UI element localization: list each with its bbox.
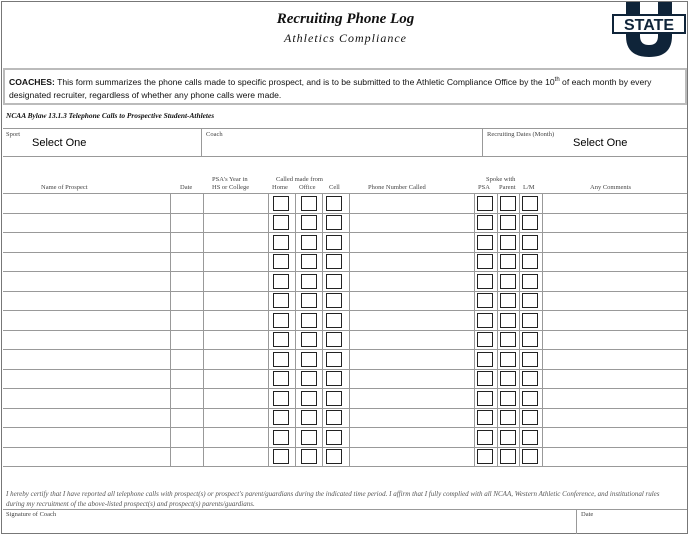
prospect-name-field[interactable] [4,311,169,329]
cell-checkbox[interactable] [326,391,342,406]
parent-checkbox[interactable] [500,332,516,347]
lm-checkbox[interactable] [522,313,538,328]
psa-checkbox[interactable] [477,449,493,464]
psa-year-field[interactable] [204,409,267,427]
lm-checkbox[interactable] [522,235,538,250]
usu-logo [612,2,686,58]
office-checkbox[interactable] [301,215,317,230]
phone-number-field[interactable] [350,311,473,329]
coach-label: Coach [206,131,223,138]
phone-number-field[interactable] [350,428,473,446]
col-phone-number: Phone Number Called [368,184,426,191]
notice-bold-prefix: COACHES: [9,76,55,87]
col-office: Office [299,184,316,191]
phone-number-field[interactable] [350,233,473,251]
notice-text [9,74,681,102]
comments-field[interactable] [543,311,686,329]
office-checkbox[interactable] [301,313,317,328]
date-field[interactable] [171,331,202,349]
cell-checkbox[interactable] [326,196,342,211]
office-checkbox[interactable] [301,410,317,425]
signature-rule [3,509,687,510]
coach-field[interactable] [240,131,475,153]
phone-number-field[interactable] [350,194,473,212]
psa-checkbox[interactable] [477,274,493,289]
parent-checkbox[interactable] [500,449,516,464]
date-field[interactable] [171,389,202,407]
prospect-name-field[interactable] [4,292,169,310]
cell-checkbox[interactable] [326,430,342,445]
home-checkbox[interactable] [273,391,289,406]
lm-checkbox[interactable] [522,449,538,464]
phone-number-field[interactable] [350,370,473,388]
psa-year-field[interactable] [204,292,267,310]
lm-checkbox[interactable] [522,352,538,367]
cell-checkbox[interactable] [326,371,342,386]
date-field[interactable] [171,409,202,427]
prospect-name-field[interactable] [4,331,169,349]
col-called-from: Called made from [276,176,323,183]
comments-field[interactable] [543,253,686,271]
comments-field[interactable] [543,331,686,349]
fields-top-rule [3,128,687,129]
col-spoke-with: Spoke with [486,176,516,183]
home-checkbox[interactable] [273,274,289,289]
psa-checkbox[interactable] [477,430,493,445]
psa-year-field[interactable] [204,311,267,329]
lm-checkbox[interactable] [522,410,538,425]
comments-field[interactable] [543,194,686,212]
lm-checkbox[interactable] [522,196,538,211]
table-column-rule [474,193,475,466]
dates-label: Recruiting Dates (Month) [487,131,555,138]
home-checkbox[interactable] [273,332,289,347]
notice-body: This form summarizes the phone calls made to specific prospect, and is to be submitted to the Athletic Compliance Office by the 10 [54,76,555,87]
fields-bottom-rule [3,156,687,157]
phone-number-field[interactable] [350,331,473,349]
prospect-name-field[interactable] [4,272,169,290]
home-checkbox[interactable] [273,352,289,367]
lm-checkbox[interactable] [522,391,538,406]
home-checkbox[interactable] [273,430,289,445]
parent-checkbox[interactable] [500,293,516,308]
psa-checkbox[interactable] [477,196,493,211]
cell-checkbox[interactable] [326,215,342,230]
psa-year-field[interactable] [204,428,267,446]
notice-sup: th [554,77,560,83]
cell-checkbox[interactable] [326,332,342,347]
cell-checkbox[interactable] [326,410,342,425]
col-any-comments: Any Comments [590,184,631,191]
comments-field[interactable] [543,428,686,446]
col-psa: PSA [478,184,490,191]
certification-text: I hereby certify that I have reported all telephone calls with prospect(s) or prospect's parent/guardians during the indicated time period. I affirm that I fully complied with all NCAA, Western Athletic Conference, and institutional rules during my recruitment of the above-listed prospect(s) and prospect(s) parents/guardians. [6,490,660,508]
psa-checkbox[interactable] [477,352,493,367]
office-checkbox[interactable] [301,332,317,347]
psa-checkbox[interactable] [477,254,493,269]
bylaw-heading: NCAA Bylaw 13.1.3 Telephone Calls to Prospective Student-Athletes [6,111,215,120]
psa-year-field[interactable] [204,350,267,368]
parent-checkbox[interactable] [500,215,516,230]
home-checkbox[interactable] [273,313,289,328]
home-checkbox[interactable] [273,235,289,250]
psa-checkbox[interactable] [477,391,493,406]
table-row-rule [3,466,687,467]
table-column-rule [295,193,296,466]
page-title: Recruiting Phone Log [276,11,415,27]
psa-year-field[interactable] [204,214,267,232]
col-lm: L/M [523,184,535,191]
date-field[interactable] [171,428,202,446]
date-field[interactable] [171,370,202,388]
psa-checkbox[interactable] [477,332,493,347]
lm-checkbox[interactable] [522,332,538,347]
comments-field[interactable] [543,272,686,290]
phone-number-field[interactable] [350,214,473,232]
parent-checkbox[interactable] [500,410,516,425]
fields-divider-2 [482,128,483,156]
office-checkbox[interactable] [301,352,317,367]
lm-checkbox[interactable] [522,215,538,230]
office-checkbox[interactable] [301,430,317,445]
cell-checkbox[interactable] [326,274,342,289]
prospect-name-field[interactable] [4,409,169,427]
prospect-name-field[interactable] [4,214,169,232]
prospect-name-field[interactable] [4,389,169,407]
notice-body-end: of each month by every designated recruiter, regardless of whether any phone calls were made. [9,76,652,100]
comments-field[interactable] [543,233,686,251]
col-cell: Cell [329,184,340,191]
psa-year-field[interactable] [204,253,267,271]
col-psa-year-line2: HS or College [212,184,250,191]
logo-text: STATE [623,17,675,34]
prospect-name-field[interactable] [4,233,169,251]
col-psa-year-line1: PSA's Year in [212,176,248,183]
col-home: Home [272,184,288,191]
parent-checkbox[interactable] [500,274,516,289]
table-column-rule [497,193,498,466]
office-checkbox[interactable] [301,391,317,406]
prospect-name-field[interactable] [4,448,169,466]
dates-select[interactable]: Select One [573,137,628,149]
home-checkbox[interactable] [273,410,289,425]
sport-label: Sport [6,131,21,138]
cell-checkbox[interactable] [326,313,342,328]
parent-checkbox[interactable] [500,391,516,406]
phone-number-field[interactable] [350,409,473,427]
prospect-name-field[interactable] [4,253,169,271]
date-field[interactable] [171,214,202,232]
prospect-name-field[interactable] [4,194,169,212]
home-checkbox[interactable] [273,293,289,308]
psa-year-field[interactable] [204,194,267,212]
cell-checkbox[interactable] [326,293,342,308]
comments-field[interactable] [543,292,686,310]
comments-field[interactable] [543,214,686,232]
signature-date-field[interactable] [581,518,681,532]
signature-divider [576,509,577,534]
prospect-name-field[interactable] [4,350,169,368]
cell-checkbox[interactable] [326,254,342,269]
lm-checkbox[interactable] [522,430,538,445]
phone-number-field[interactable] [350,350,473,368]
office-checkbox[interactable] [301,274,317,289]
parent-checkbox[interactable] [500,235,516,250]
parent-checkbox[interactable] [500,371,516,386]
psa-checkbox[interactable] [477,410,493,425]
phone-number-field[interactable] [350,292,473,310]
fields-divider-1 [201,128,202,156]
prospect-name-field[interactable] [4,428,169,446]
comments-field[interactable] [543,350,686,368]
home-checkbox[interactable] [273,254,289,269]
table-column-rule [268,193,269,466]
lm-checkbox[interactable] [522,293,538,308]
date-field[interactable] [171,311,202,329]
office-checkbox[interactable] [301,196,317,211]
date-field[interactable] [171,194,202,212]
psa-year-field[interactable] [204,272,267,290]
home-checkbox[interactable] [273,371,289,386]
date-field[interactable] [171,253,202,271]
table-column-rule [322,193,323,466]
phone-number-field[interactable] [350,253,473,271]
home-checkbox[interactable] [273,196,289,211]
signature-coach-field[interactable] [6,518,571,532]
home-checkbox[interactable] [273,215,289,230]
comments-field[interactable] [543,389,686,407]
parent-checkbox[interactable] [500,430,516,445]
col-date: Date [180,184,193,191]
comments-field[interactable] [543,409,686,427]
parent-checkbox[interactable] [500,313,516,328]
page-subtitle: Athletics Compliance [284,31,407,45]
office-checkbox[interactable] [301,449,317,464]
parent-checkbox[interactable] [500,254,516,269]
signature-coach-label: Signature of Coach [6,511,57,518]
date-field[interactable] [171,272,202,290]
comments-field[interactable] [543,448,686,466]
sport-select[interactable]: Select One [32,137,87,149]
signature-date-label: Date [581,511,594,518]
psa-checkbox[interactable] [477,293,493,308]
office-checkbox[interactable] [301,254,317,269]
parent-checkbox[interactable] [500,352,516,367]
office-checkbox[interactable] [301,293,317,308]
office-checkbox[interactable] [301,371,317,386]
cell-checkbox[interactable] [326,352,342,367]
comments-field[interactable] [543,370,686,388]
date-field[interactable] [171,448,202,466]
cell-checkbox[interactable] [326,235,342,250]
phone-number-field[interactable] [350,272,473,290]
parent-checkbox[interactable] [500,196,516,211]
lm-checkbox[interactable] [522,371,538,386]
date-field[interactable] [171,233,202,251]
phone-number-field[interactable] [350,389,473,407]
psa-year-field[interactable] [204,233,267,251]
psa-checkbox[interactable] [477,235,493,250]
prospect-name-field[interactable] [4,370,169,388]
office-checkbox[interactable] [301,235,317,250]
col-parent: Parent [499,184,516,191]
psa-year-field[interactable] [204,331,267,349]
psa-checkbox[interactable] [477,371,493,386]
date-field[interactable] [171,350,202,368]
psa-checkbox[interactable] [477,313,493,328]
psa-year-field[interactable] [204,448,267,466]
home-checkbox[interactable] [273,449,289,464]
date-field[interactable] [171,292,202,310]
lm-checkbox[interactable] [522,274,538,289]
cell-checkbox[interactable] [326,449,342,464]
psa-checkbox[interactable] [477,215,493,230]
table-column-rule [519,193,520,466]
psa-year-field[interactable] [204,370,267,388]
lm-checkbox[interactable] [522,254,538,269]
phone-number-field[interactable] [350,448,473,466]
col-name-of-prospect: Name of Prospect [41,184,88,191]
psa-year-field[interactable] [204,389,267,407]
